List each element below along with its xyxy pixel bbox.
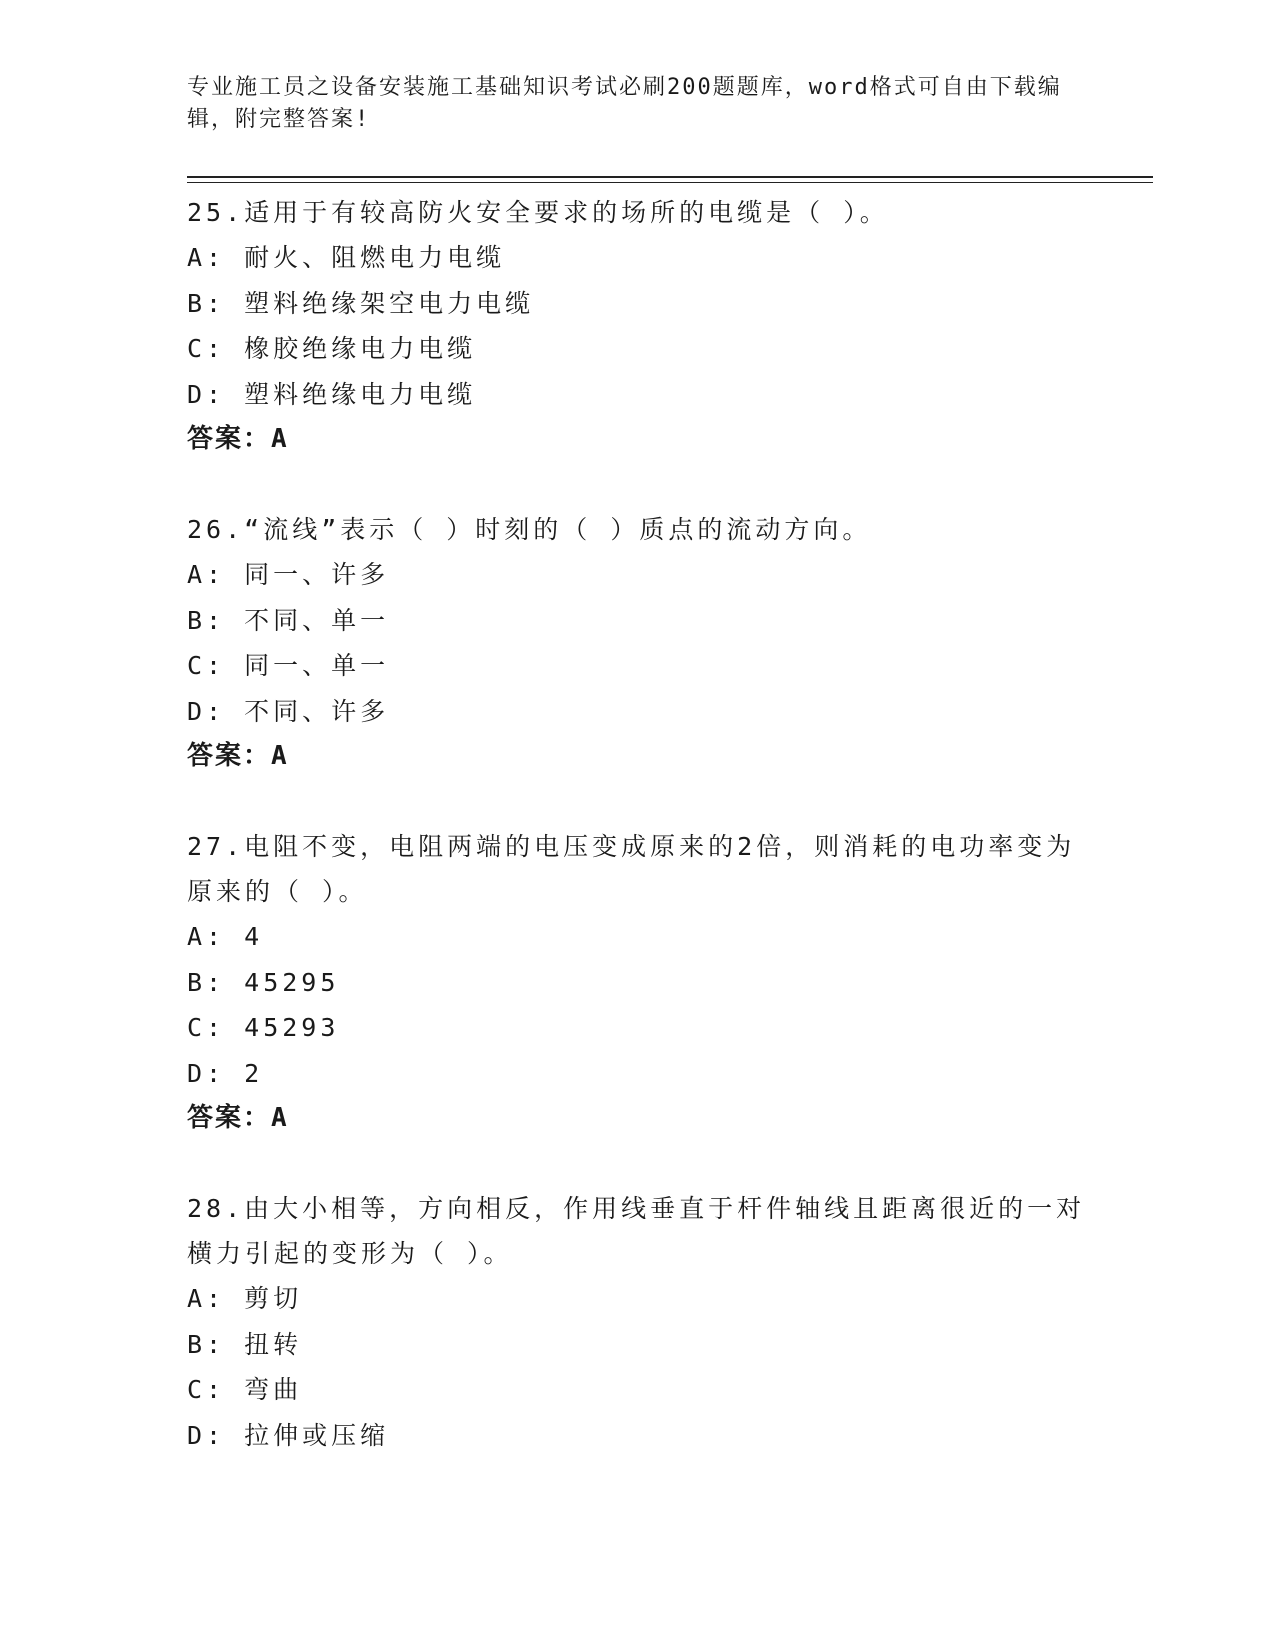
option-d: D: 2 (187, 1058, 264, 1088)
question-stem: 27.电阻不变，电阻两端的电压变成原来的2倍，则消耗的电功率变为原来的（ ）。 (187, 832, 1076, 906)
header-rule-thick (187, 176, 1153, 178)
question-28 (187, 1186, 1087, 1458)
option-a: A: 同一、许多 (187, 560, 390, 589)
option-a: A: 剪切 (187, 1284, 303, 1313)
option-c: C: 45293 (187, 1013, 340, 1042)
option-a: A: 耐火、阻燃电力电缆 (187, 243, 506, 272)
option-c: C: 橡胶绝缘电力电缆 (187, 334, 477, 363)
option-c: C: 弯曲 (187, 1375, 303, 1404)
question-26 (187, 507, 1087, 779)
document-header: 专业施工员之设备安装施工基础知识考试必刷200题题库，word格式可自由下载编辑，附完整答案! (187, 75, 1062, 132)
question-27 (187, 824, 1087, 1141)
question-stem: 26.“流线”表示（ ）时刻的（ ）质点的流动方向。 (187, 515, 872, 544)
option-b: B: 塑料绝缘架空电力电缆 (187, 288, 535, 318)
question-stem: 28.由大小相等，方向相反，作用线垂直于杆件轴线且距离很近的一对横力引起的变形为（ ）。 (187, 1194, 1086, 1268)
option-b: B: 45295 (187, 967, 340, 997)
option-b: B: 扭转 (187, 1329, 303, 1359)
option-a: A: 4 (187, 922, 264, 951)
question-25 (187, 190, 1087, 462)
option-d: D: 拉伸或压缩 (187, 1420, 390, 1450)
header-rule-thin (187, 182, 1153, 183)
answer-label: 答案：A (187, 1103, 289, 1133)
option-d: D: 不同、许多 (187, 696, 390, 726)
answer-label: 答案：A (187, 741, 289, 771)
question-stem: 25.适用于有较高防火安全要求的场所的电缆是（ ）。 (187, 198, 889, 227)
option-b: B: 不同、单一 (187, 605, 390, 635)
option-d: D: 塑料绝缘电力电缆 (187, 379, 477, 409)
option-c: C: 同一、单一 (187, 651, 390, 680)
answer-label: 答案：A (187, 424, 289, 454)
question-list (187, 190, 1087, 1503)
